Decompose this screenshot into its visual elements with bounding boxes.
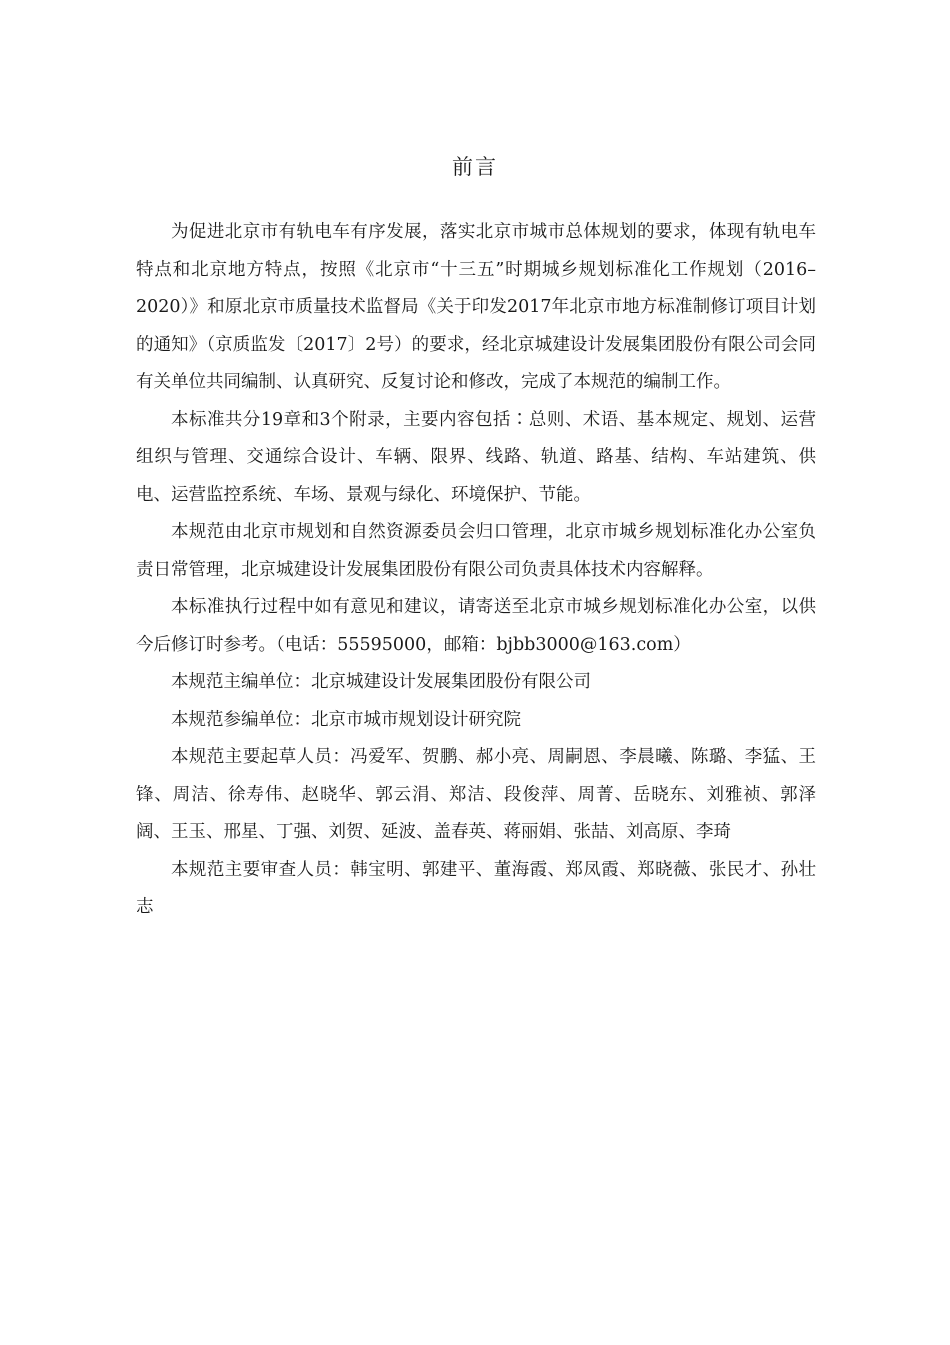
- paragraph-management: 本规范由北京市规划和自然资源委员会归口管理，北京市城乡规划标准化办公室负责日常管理，北京城建设计发展集团股份有限公司负责具体技术内容解释。: [136, 522, 816, 580]
- paragraph-drafters: 本规范主要起草人员：冯爱军、贺鹏、郝小亮、周嗣恩、李晨曦、陈璐、李猛、王锋、周洁、徐寿伟、赵晓华、郭云涓、郑洁、段俊萍、周菁、岳晓东、刘雅祯、郭泽阔、王玉、邢星、丁强、刘贺、延波、盖春英、蒋丽娟、张喆、刘高原、李琦: [136, 747, 816, 842]
- paragraph-chief-editor: 本规范主编单位：北京城建设计发展集团股份有限公司: [171, 672, 591, 692]
- document-body: [136, 214, 816, 927]
- paragraph-reviewers: 本规范主要审查人员：韩宝明、郭建平、董海霞、郑凤霞、郑晓薇、张民才、孙壮志: [136, 859, 816, 917]
- paragraph-intro: 为促进北京市有轨电车有序发展，落实北京市城市总体规划的要求，体现有轨电车特点和北京地方特点，按照《北京市“十三五”时期城乡规划标准化工作规划（2016–2020）》和原北京市质量技术监督局《关于印发2017年北京市地方标准制修订项目计划的通知》（京质监发〔2017〕2号）的要求，经北京城建设计发展集团股份有限公司会同有关单位共同编制、认真研究、反复讨论和修改，完成了本规范的编制工作。: [136, 222, 816, 392]
- page-title: 前言: [452, 155, 498, 179]
- paragraph-participating-editor: 本规范参编单位：北京市城市规划设计研究院: [171, 709, 521, 730]
- paragraph-feedback: 本标准执行过程中如有意见和建议，请寄送至北京市城乡规划标准化办公室，以供今后修订时参考。（电话：55595000，邮箱：bjbb3000@163.com）: [136, 597, 816, 655]
- paragraph-contents: 本标准共分19章和3个附录，主要内容包括∶总则、术语、基本规定、规划、运营组织与管理、交通综合设计、车辆、限界、线路、轨道、路基、结构、车站建筑、供电、运营监控系统、车场、景观与绿化、环境保护、节能。: [136, 409, 816, 505]
